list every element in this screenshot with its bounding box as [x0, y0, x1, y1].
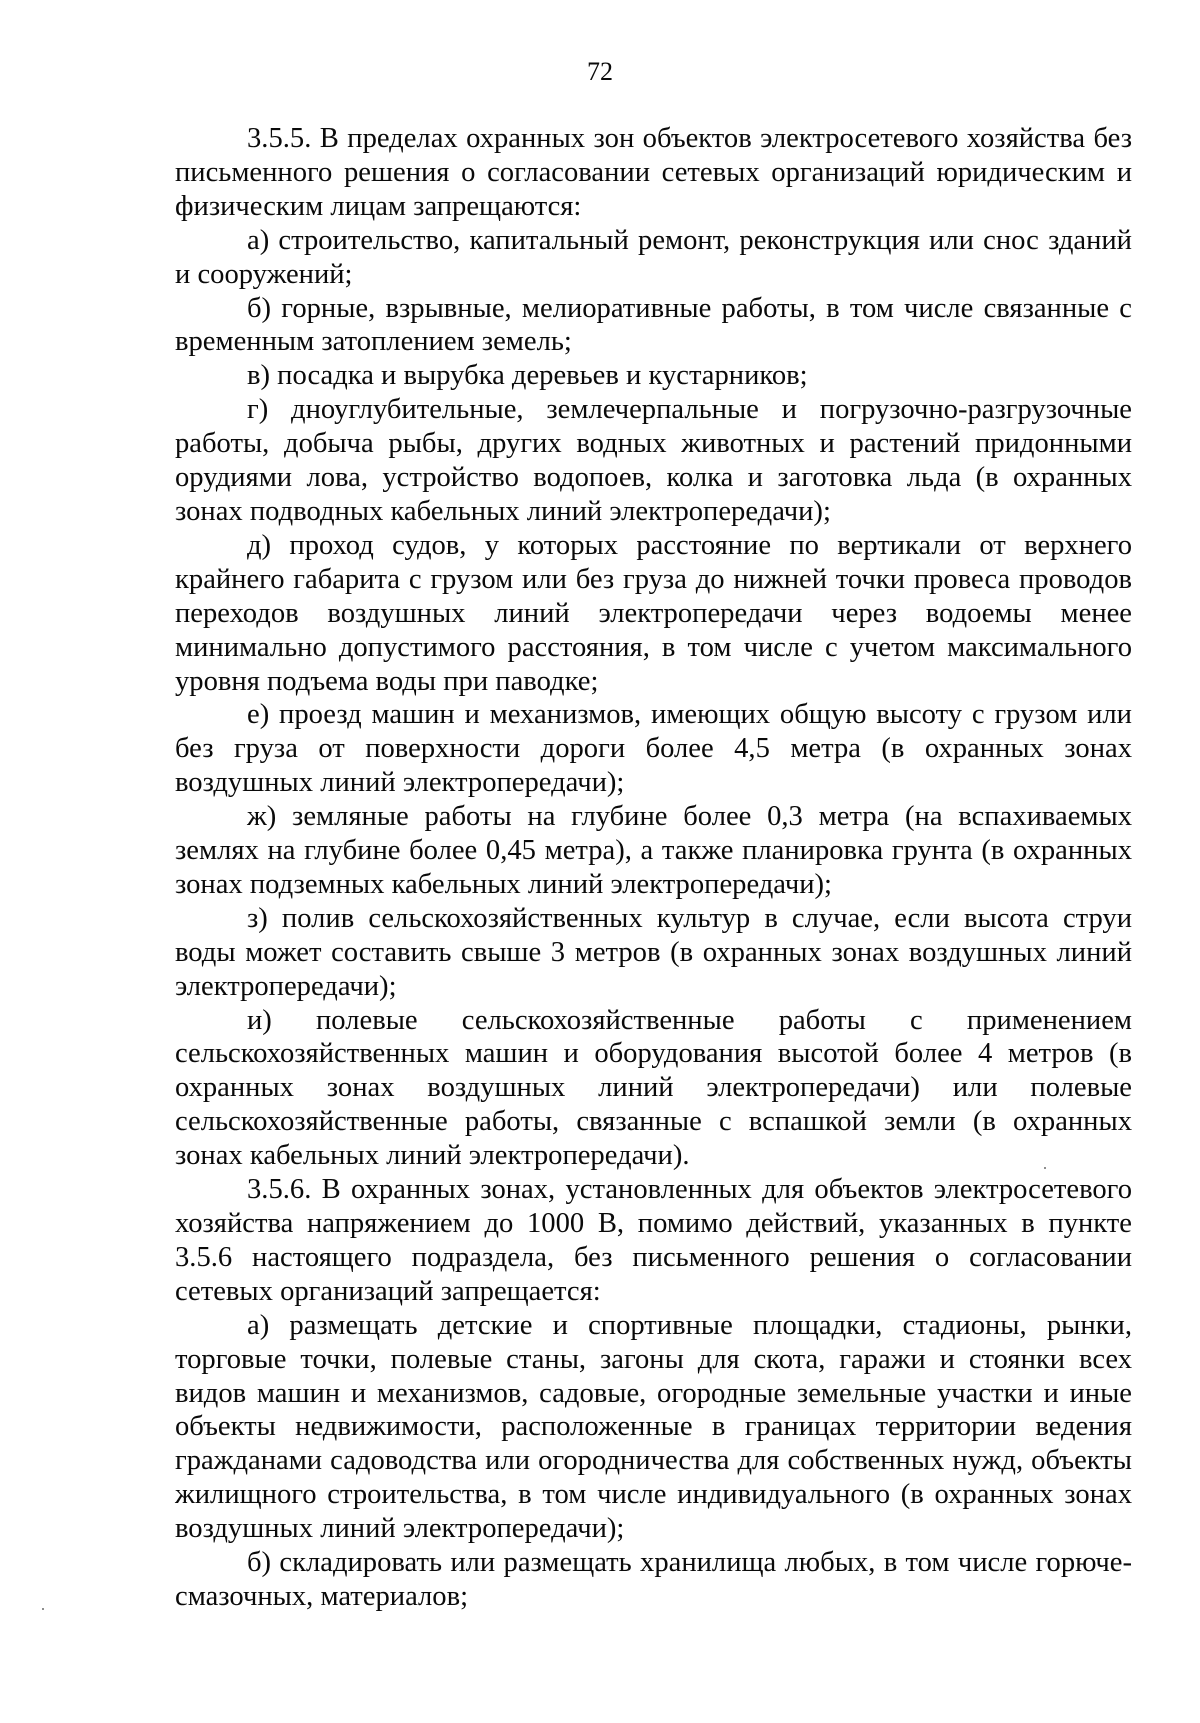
list-item-e: е) проезд машин и механизмов, имеющих общую высоту с грузом или без груза от поверхности дороги более 4,5 метра (в охранных зонах воздушных линий электропередачи);: [175, 699, 1132, 799]
document-body: [175, 122, 1132, 1614]
paragraph-3-5-6: 3.5.6. В охранных зонах, установленных для объектов электросетевого хозяйства напряжением до 1000 В, помимо действий, указанных в пункте 3.5.6 настоящего подраздела, без письменного решения о согласовании сетевых организаций запрещается:: [175, 1174, 1132, 1307]
list-item-v: в) посадка и вырубка деревьев и кустарников;: [247, 360, 808, 392]
list-item-z: з) полив сельскохозяйственных культур в случае, если высота струи воды может составить свыше 3 метров (в охранных зонах воздушных линий электропередачи);: [175, 902, 1132, 1002]
list-item-zh: ж) земляные работы на глубине более 0,3 метра (на вспахиваемых землях на глубине более 0,45 метра), а также планировка грунта (в охранных зонах подземных кабельных линий электропередачи);: [175, 801, 1132, 900]
list-item-d: д) проход судов, у которых расстояние по вертикали от верхнего крайнего габарита с грузом или без груза до нижней точки провеса проводов переходов воздушных линий электропередачи через водоемы менее минимально допустимого расстояния, в том числе с учетом максимального уровня подъема воды при паводке;: [175, 529, 1132, 697]
scan-speck: [1044, 1167, 1046, 1169]
page-number: 72: [587, 57, 613, 86]
list-item-a-2: а) размещать детские и спортивные площадки, стадионы, рынки, торговые точки, полевые станы, загоны для скота, гаражи и стоянки всех видов машин и механизмов, садовые, огородные земельные участки и иные объекты недвижимости, расположенные в границах территории ведения гражданами садоводства или огородничества для собственных нужд, объекты жилищного строительства, в том числе индивидуального (в охранных зонах воздушных линий электропередачи);: [175, 1309, 1132, 1545]
scan-speck: [42, 1608, 44, 1610]
list-item-g: г) дноуглубительные, землечерпальные и погрузочно-разгрузочные работы, добыча рыбы, других водных животных и растений придонными орудиями лова, устройство водопоев, колка и заготовка льда (в охранных зонах подводных кабельных линий электропередачи);: [175, 394, 1132, 527]
list-item-b: б) горные, взрывные, мелиоративные работы, в том числе связанные с временным затоплением земель;: [175, 292, 1132, 358]
list-item-i: и) полевые сельскохозяйственные работы с применением сельскохозяйственных машин и оборудования высотой более 4 метров (в охранных зонах воздушных линий электропередачи) или полевые сельскохозяйственные работы, связанные с вспашкой земли (в охранных зонах кабельных линий электропередачи).: [175, 1004, 1132, 1172]
paragraph-3-5-5: 3.5.5. В пределах охранных зон объектов электросетевого хозяйства без письменного решения о согласовании сетевых организаций юридическим и физическим лицам запрещаются:: [175, 123, 1132, 222]
list-item-b-2: б) складировать или размещать хранилища любых, в том числе горюче-смазочных, материалов;: [175, 1547, 1132, 1612]
list-item-a: а) строительство, капитальный ремонт, реконструкция или снос зданий и сооружений;: [175, 224, 1132, 290]
